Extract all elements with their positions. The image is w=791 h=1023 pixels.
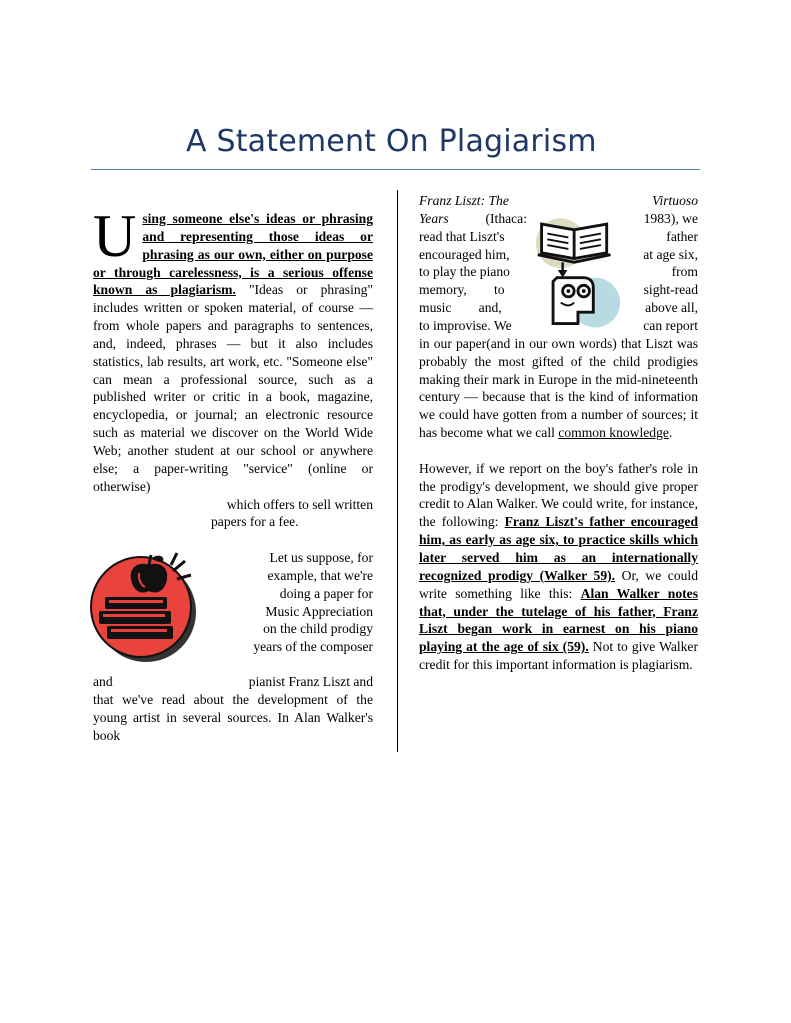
- suppose-rest: that we've read about the development of the young artist in several sources. In Alan Walker's book: [93, 691, 373, 743]
- wrap-line-right-0: 1983), we: [643, 210, 698, 226]
- wrap-right-lines: [624, 210, 698, 335]
- period: .: [668, 425, 673, 441]
- wrap-line-left-1: read that Liszt's: [419, 228, 505, 244]
- wrap-line-right-1: father: [666, 228, 698, 244]
- service-tail-line: [93, 496, 373, 514]
- credit-paragraph: [419, 460, 698, 674]
- wrap-line-left-5: music and,: [419, 300, 502, 316]
- suppose-line-2: example, that we're: [267, 567, 373, 583]
- credit-mid: Or, we could write something like this:: [419, 567, 699, 601]
- service-tail-a: which offers to sell written: [226, 496, 373, 512]
- wrap-line-right-2: at age six,: [643, 246, 698, 262]
- and-word: and: [93, 674, 113, 690]
- book-to-head-learning-clipart-icon: [532, 208, 622, 332]
- paragraph-gap-right: [419, 442, 698, 460]
- service-tail-line-b: [93, 513, 373, 531]
- title-underline-rule: [91, 169, 700, 170]
- example-citation-1: Franz Liszt's father encouraged him, as early as age six, to practice skills which later served him as an internationally recognized prodigy (Walker 59).: [419, 514, 699, 583]
- wrap-block: [419, 210, 698, 335]
- left-column: [93, 203, 373, 744]
- cite-text: (Ithaca:: [485, 210, 527, 226]
- wrap-line-right-5: above all,: [645, 300, 698, 316]
- wrap-line-left-0: [419, 210, 527, 228]
- right-column: [419, 192, 698, 674]
- wrap-line-right-4: sight-read: [643, 282, 698, 298]
- wrap-line-right-6: can report: [643, 317, 698, 333]
- suppose-line-1: Let us suppose, for: [269, 550, 373, 566]
- suppose-line-6: years of the composer: [253, 639, 373, 655]
- suppose-line-7: [93, 673, 373, 691]
- book-title-part-a: Franz Liszt: The: [419, 193, 509, 208]
- liszt-paragraph: [419, 335, 698, 442]
- page-title: A Statement On Plagiarism: [186, 124, 597, 159]
- wrap-left-lines: [419, 210, 527, 335]
- example-citation-2: Alan Walker notes that, under the tutelage of his father, Franz Liszt began work in earnest on his piano playing at the age of six (59).: [419, 585, 698, 655]
- ideas-phrasing-text: "Ideas or phrasing" includes written or spoken material, of course — from whole papers and paragraphs to sentences, and, indeed, phrases — but it also includes statistics, lab results, art work, etc. "Someone else" can mean a professional source, such as a published writer or critic in a book, magazine, encyclopedia, or journal; an electronic resource such as material we discover on the World Wide Web; another student at our school or anywhere else; a paper-writing "service" (online or otherwise): [93, 282, 373, 494]
- book-title-part-c: Years: [419, 210, 449, 226]
- dropcap-letter: U: [93, 203, 137, 269]
- wrap-line-left-2: encouraged him,: [419, 246, 510, 262]
- common-knowledge-link[interactable]: common knowledge: [558, 425, 669, 441]
- column-divider: [397, 190, 398, 752]
- suppose-line-3: doing a paper for: [279, 585, 373, 601]
- intro-paragraph: [93, 203, 373, 496]
- wrap-line-right-3: from: [671, 264, 698, 280]
- books-apple-clipart-icon: [89, 551, 199, 669]
- paragraph-gap: [93, 531, 373, 549]
- book-title-part-b: Virtuoso: [652, 193, 698, 208]
- wrap-line-left-6: to improvise. We: [419, 317, 512, 333]
- service-tail-b: papers for a fee.: [211, 514, 299, 530]
- credit-intro: However, if we report on the boy's father's role in the prodigy's development, we should give proper credit to Alan Walker. We could write, for instance, the following:: [419, 460, 698, 530]
- suppose-line-5: on the child prodigy: [263, 621, 373, 637]
- suppose-line-4: Music Appreciation: [265, 603, 373, 619]
- pianist-line: pianist Franz Liszt and: [248, 674, 373, 690]
- wrap-line-left-4: memory, to: [419, 282, 505, 298]
- suppose-paragraph: [93, 549, 373, 656]
- credit-end: Not to give Walker credit for this important information is plagiarism.: [419, 639, 698, 673]
- plagiarism-definition: sing someone else's ideas or phrasing and representing those ideas or phrasing as our own, either on purpose or through carelessness, is a serious offense known as plagiarism.: [93, 211, 373, 298]
- liszt-text: in our paper(and in our own words) that Liszt was probably the most gifted of the child prodigies making their mark in Europe in the mid-nineteenth century — because that is the kind of information we could have gotten from a number of sources; it has become what we call: [419, 335, 698, 441]
- wrap-line-left-3: to play the piano: [419, 264, 510, 280]
